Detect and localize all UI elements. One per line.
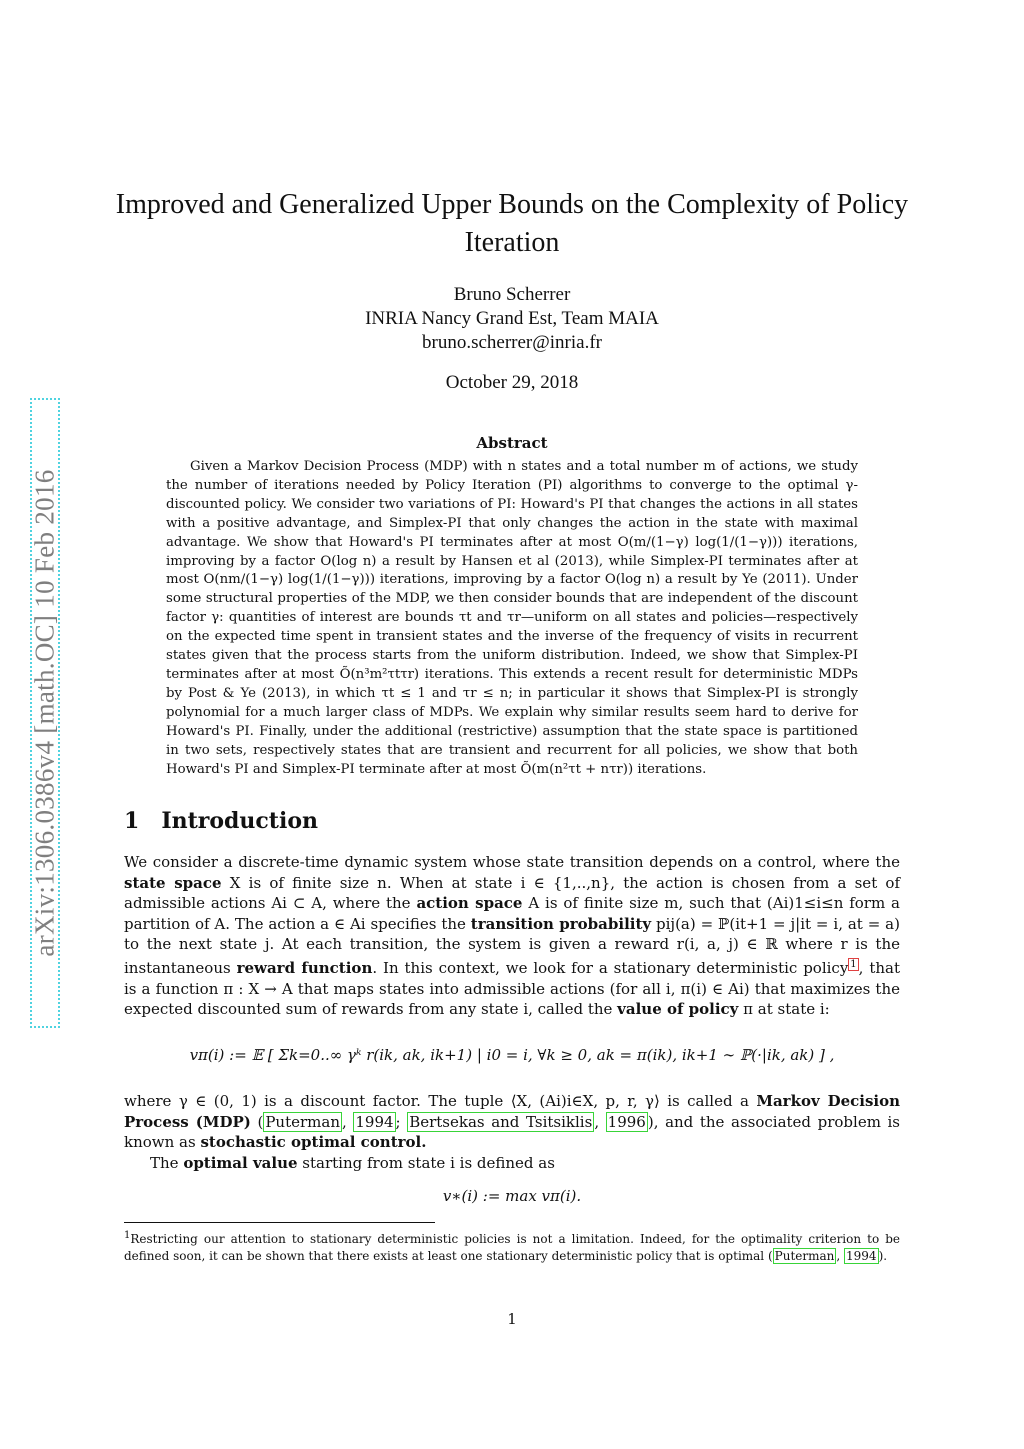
author-email: bruno.scherrer@inria.fr xyxy=(422,332,602,353)
equation-value-function: vπ(i) := 𝔼 [ Σk=0..∞ γᵏ r(ik, ak, ik+1) | i0 = i, ∀k ≥ 0, ak = π(ik), ik+1 ∼ ℙ(·|ik, ak) ] , xyxy=(189,1046,835,1064)
term-optimal-value: optimal value xyxy=(183,1154,298,1172)
section-heading xyxy=(124,808,318,834)
author-affiliation: INRIA Nancy Grand Est, Team MAIA xyxy=(365,308,659,329)
term-state-space: state space xyxy=(124,873,222,892)
term-stochastic-optimal-control: stochastic optimal control. xyxy=(200,1133,427,1152)
equation-optimal-value: v∗(i) := max vπ(i). xyxy=(442,1187,582,1205)
term-value-of-policy: value of policy xyxy=(617,1000,739,1019)
abstract-heading: Abstract xyxy=(476,434,548,452)
citation-bertsekas[interactable]: Bertsekas and Tsitsiklis xyxy=(409,1112,593,1131)
author-name: Bruno Scherrer xyxy=(453,284,571,305)
term-action-space: action space xyxy=(416,894,523,913)
paper-title: Improved and Generalized Upper Bounds on the Complexity of Policy Iteration xyxy=(115,189,909,258)
footnote-link[interactable]: 1 xyxy=(850,958,857,970)
citation-puterman-year[interactable]: 1994 xyxy=(355,1112,394,1131)
citation-puterman[interactable]: Puterman xyxy=(265,1112,340,1131)
footnote-citation-puterman[interactable]: Puterman xyxy=(774,1248,835,1263)
arxiv-stamp: arXiv:1306.0386v4 [math.OC] 10 Feb 2016 xyxy=(29,469,60,957)
page-number: 1 xyxy=(507,1310,517,1328)
term-transition-probability: transition probability xyxy=(470,914,652,933)
abstract-text: Given a Markov Decision Process (MDP) with n states and a total number m of actions, we study the number of iterations needed by Policy Iteration (PI) algorithms to converge to the optimal γ-discounted policy. We consider two variations of PI: Howard's PI that changes the actions in all states with a positive advantage, and Simplex-PI that only changes the action in the state with maximal advantage. We show that Howard's PI terminates after at most O(m/(1−γ) log(1/(1−γ))) iterations, improving by a factor O(log n) a result by Hansen et al (2013), while Simplex-PI terminates after at most O(nm/(1−γ) log(1/(1−γ))) iterations, improving by a factor O(log n) a result by Ye (2011). Under some structural properties of the MDP, we then consider bounds that are independent of the discount factor γ: quantities of interest are bounds τt and τr—uniform on all states and policies—respectively on the expected time spent in transient states and the inverse of the frequency of visits in recurrent states given that the process starts from the uniform distribution. Indeed, we show that Simplex-PI terminates after at most Õ(n³m²τtτr) iterations. This extends a recent result for deterministic MDPs by Post & Ye (2013), in which τt ≤ 1 and τr ≤ n; in particular it shows that Simplex-PI is strongly polynomial for a much larger class of MDPs. We explain why similar results seem hard to derive for Howard's PI. Finally, under the additional (restrictive) assumption that the state space is partitioned in two sets, respectively states that are transient and recurrent for all policies, we show that both Howard's PI and Simplex-PI terminate after at most Õ(m(n²τt + nτr)) iterations. xyxy=(166,459,858,777)
intro-paragraph-2: where γ ∈ (0, 1) is a discount factor. The tuple ⟨X, (Ai)i∈X, p, r, γ⟩ is called a Markov Decision Process (MDP) ( Puterman , 1994 ; Bertsekas and Tsitsiklis , 1996 ), and the associated problem is known as stochastic optimal control. xyxy=(124,1092,901,1152)
section-number: 1 xyxy=(124,808,140,834)
intro-paragraph-3: The optimal value starting from state i is defined as xyxy=(150,1154,555,1172)
term-mdp: Markov Decision Process (MDP) xyxy=(124,1092,901,1131)
section-title: Introduction xyxy=(161,808,318,834)
paper-date: October 29, 2018 xyxy=(445,372,579,393)
citation-bertsekas-year[interactable]: 1996 xyxy=(607,1112,646,1131)
footnote: $^1$Restricting our attention to stationary deterministic policies is not a limitation. Indeed, for the optimality criterion to be defined soon, it can be shown that there exists at least one stationary deterministic policy that is optimal ( Puterman , 1994 ). xyxy=(124,1230,900,1263)
intro-paragraph-1: We consider a discrete-time dynamic system whose state transition depends on a control, where the state space X is of finite size n. When at state i ∈ {1,..,n}, the action is chosen from a set of admissible actions Ai ⊂ A, where the action space A is of finite size m, such that (Ai)1≤i≤n form a partition of A. The action a ∈ Ai specifies the transition probability pij(a) = ℙ(it+1 = j|it = i, at = a) to the next state j. At each transition, the system is given a reward r(i, a, j) ∈ ℝ where r is the instantaneous reward function. In this context, we look for a stationary deterministic policy $^1$ , that is a function π : X → A that maps states into admissible actions (for all i, π(i) ∈ Ai) that maximizes the expected discounted sum of rewards from any state i, called the value of policy π at state i: xyxy=(124,853,901,1019)
footnote-number: 1 xyxy=(124,1230,131,1241)
term-reward-function: reward function xyxy=(236,958,373,977)
footnote-citation-year[interactable]: 1994 xyxy=(846,1248,877,1263)
footnote-divider xyxy=(124,1222,435,1223)
